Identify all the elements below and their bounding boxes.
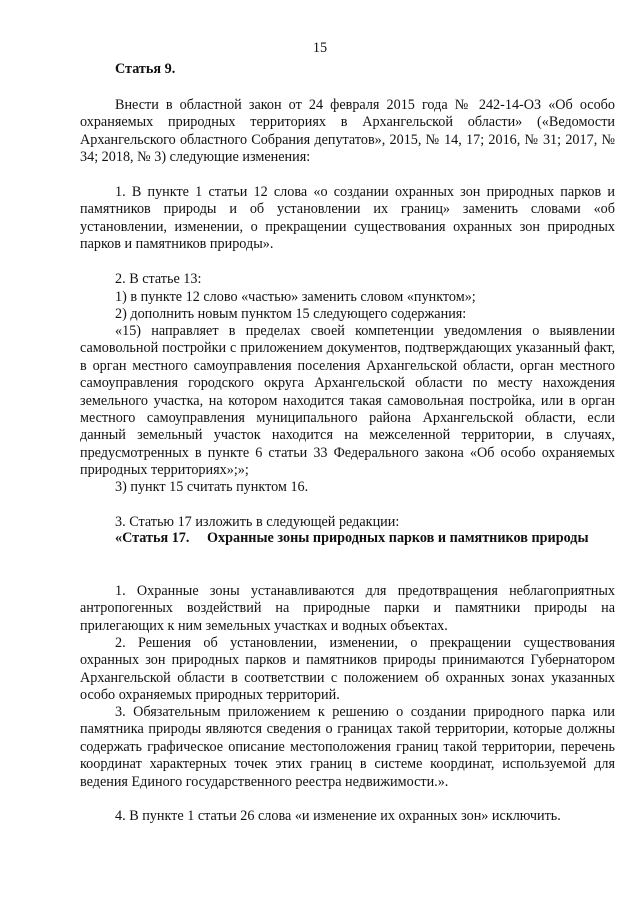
item-2-subitem-3: 3) пункт 15 считать пунктом 16. [115,479,309,495]
intro-paragraph: Внести в областной закон от 24 февраля 2015 года № 242-14-ОЗ «Об особо охраняемых природных территориях в Архангельской области» («Ведомости Архангельского областного Собрания депутатов», 2015, № 14, 17; 2016, № 31; 2017, № 34; 2018, № 3) следующие изменения: [80,97,615,166]
article-17-title: Охранные зоны природных парков и памятников природы [207,530,589,546]
item-2-quote-paragraph: «15) направляет в пределах своей компетенции уведомления о выявлении самовольной постройки с приложением документов, подтверждающих указанный факт, в орган местного самоуправления поселения Архангельской области, орган местного самоуправления городского округа Архангельской области по месту нахождения земельного участка, на котором находится такая самовольная постройка, или в орган местного самоуправления муниципального района Архангельской области, если данный земельный участок находится на межселенной территории, в случаях, предусмотренных в пункте 6 статьи 33 Федерального закона «Об особо охраняемых природных территориях»;»; [80,323,615,479]
article-17-point-1: 1. Охранные зоны устанавливаются для предотвращения неблагоприятных антропогенных воздействий на природные парки и памятники природы на прилегающих к ним земельных участках и водных объектах. [80,583,615,634]
article-17-point-3: 3. Обязательным приложением к решению о создании природного парка или памятника природы являются сведения о границах такой территории, которые должны содержать графическое описание местоположения границ такой территории, перечень координат характерных точек этих границ в системе координат, используемой для ведения Единого государственного реестра недвижимости.». [80,704,615,790]
item-4-paragraph: 4. В пункте 1 статьи 26 слова «и изменение их охранных зон» исключить. [115,808,561,824]
item-2-subitem-2: 2) дополнить новым пунктом 15 следующего содержания: [115,306,467,322]
item-3-heading: 3. Статью 17 изложить в следующей редакции: [115,514,400,530]
article-17-label: «Статья 17. [115,530,190,546]
article-heading: Статья 9. [115,61,176,77]
page-number: 15 [312,40,328,56]
item-2-heading: 2. В статье 13: [115,271,202,287]
article-17-point-2: 2. Решения об установлении, изменении, о прекращении существования охранных зон природных парков и памятников природы принимаются Губернатором Архангельской области в соответствии с положением об охранных зонах указанных особо охраняемых природных территорий. [80,635,615,704]
item-2-subitem-1: 1) в пункте 12 слово «частью» заменить словом «пунктом»; [115,289,476,305]
item-1-paragraph: 1. В пункте 1 статьи 12 слова «о создании охранных зон природных парков и памятников природы и об установлении их границ» заменить словами «об установлении, изменении, о прекращении существования охранных зон природных парков и памятников природы». [80,184,615,253]
